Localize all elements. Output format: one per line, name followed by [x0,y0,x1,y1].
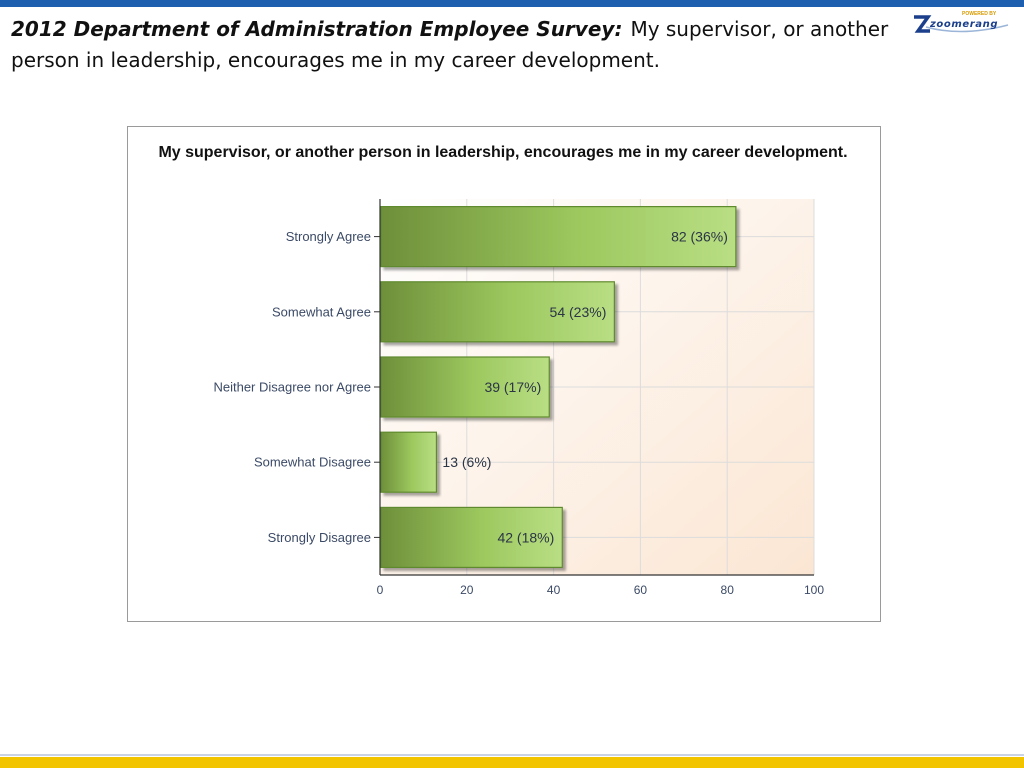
bar-chart [128,127,880,621]
category-label: Neither Disagree nor Agree [213,379,371,395]
chart-frame [127,126,881,622]
x-tick-label: 60 [633,583,648,597]
bottom-divider [0,754,1024,756]
logo-powered-by: POWERED BY [962,11,997,17]
bar-data-label: 82 (36%) [671,228,728,245]
x-tick-label: 100 [803,583,825,597]
bar-data-label: 39 (17%) [484,379,542,395]
slide-title [11,14,891,76]
bar-data-label: 13 (6%) [442,454,492,471]
x-tick-label: 0 [376,583,384,597]
bottom-accent-bar [0,757,1024,768]
logo-wordmark: zoomerang [930,19,999,30]
bar [381,432,436,492]
category-label: Strongly Disagree [267,529,371,545]
slide-title-lead: 2012 Department of Administration Employee Survey: [11,17,623,41]
category-label: Somewhat Agree [271,304,371,320]
bar-data-label: 54 (23%) [549,303,607,320]
x-tick-label: 80 [720,583,734,597]
top-accent-bar [0,0,1024,7]
category-label: Strongly Agree [285,229,371,245]
bar-data-label: 42 (18%) [497,529,555,546]
x-tick-label: 20 [460,583,474,597]
chart-title: My supervisor, or another person in leadership, encourages me in my career development. [158,144,848,161]
slide-title-text: My supervisor, or another person in leadership, encourages me in my career development. [11,17,889,72]
zoomerang-logo [912,11,1010,37]
x-tick-label: 40 [546,583,561,597]
category-label: Somewhat Disagree [253,454,371,470]
